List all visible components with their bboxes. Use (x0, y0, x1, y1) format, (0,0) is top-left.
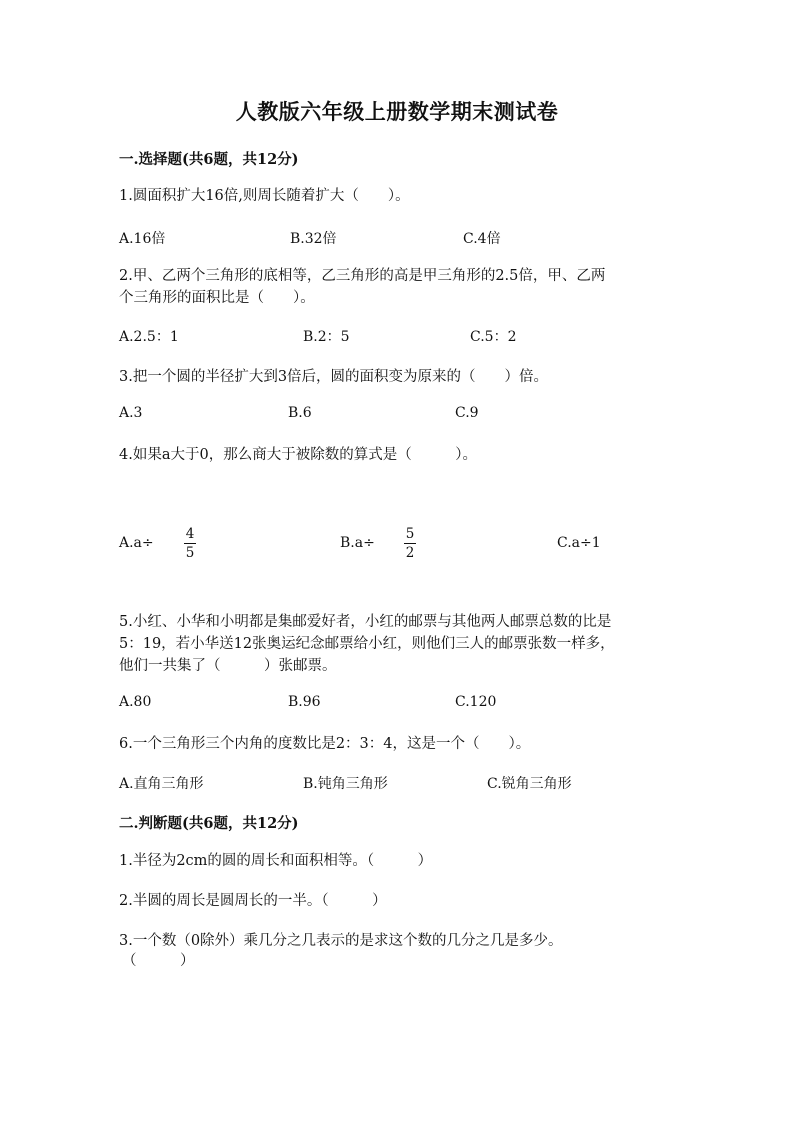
question-5-option-b: B.96 (288, 694, 321, 710)
question-4-option-c: C.a÷1 (557, 535, 601, 551)
fraction-numerator: 4 (185, 526, 195, 542)
question-1-option-b: B.32倍 (290, 231, 337, 247)
fraction-denominator: 5 (185, 545, 195, 561)
question-2-option-c: C.5：2 (470, 329, 517, 345)
question-5-option-c: C.120 (455, 694, 497, 710)
question-3-option-c: C.9 (455, 405, 479, 421)
question-4-option-b-prefix: B.a÷ (340, 535, 375, 551)
judgement-question-1: 1.半径为2cm的圆的周长和面积相等。（ ） (119, 853, 433, 869)
question-1-text: 1.圆面积扩大16倍,则周长随着扩大（ ）。 (119, 188, 410, 204)
fraction-bar (184, 543, 196, 544)
question-1-option-c: C.4倍 (463, 231, 501, 247)
question-6-option-b: B.钝角三角形 (303, 776, 388, 792)
question-6-text: 6.一个三角形三个内角的度数比是2：3：4，这是一个（ ）。 (119, 736, 531, 752)
judgement-question-3-line-1: 3.一个数（0除外）乘几分之几表示的是求这个数的几分之几是多少。 (119, 933, 563, 949)
section-heading-judgement: 二.判断题(共6题，共12分) (119, 815, 299, 832)
question-6-option-c: C.锐角三角形 (487, 776, 572, 792)
question-5-line-3: 他们一共集了（ ）张邮票。 (119, 658, 337, 674)
question-3-text: 3.把一个圆的半径扩大到3倍后，圆的面积变为原来的（ ）倍。 (119, 369, 549, 385)
judgement-question-3-line-2: （ ） (122, 953, 195, 969)
fraction-bar (404, 543, 416, 544)
question-5-line-1: 5.小红、小华和小明都是集邮爱好者，小红的邮票与其他两人邮票总数的比是 (119, 614, 612, 630)
fraction-denominator: 2 (405, 545, 415, 561)
question-2-option-b: B.2：5 (303, 329, 350, 345)
page-title: 人教版六年级上册数学期末测试卷 (235, 99, 559, 124)
question-2-option-a: A.2.5：1 (119, 329, 179, 345)
question-4-option-a-prefix: A.a÷ (119, 535, 154, 551)
question-3-option-a: A.3 (119, 405, 143, 421)
question-1-option-a: A.16倍 (119, 231, 166, 247)
question-2-line-1: 2.甲、乙两个三角形的底相等，乙三角形的高是甲三角形的2.5倍，甲、乙两 (119, 268, 606, 284)
question-5-line-2: 5：19，若小华送12张奥运纪念邮票给小红，则他们三人的邮票张数一样多， (119, 636, 615, 652)
question-2-line-2: 个三角形的面积比是（ ）。 (119, 290, 315, 306)
section-heading-choice: 一.选择题(共6题，共12分) (119, 151, 299, 168)
question-6-option-a: A.直角三角形 (119, 776, 204, 792)
question-4-option-b-fraction (402, 526, 418, 561)
question-3-option-b: B.6 (288, 405, 312, 421)
question-5-option-a: A.80 (119, 694, 152, 710)
question-4-text: 4.如果a大于0，那么商大于被除数的算式是（ ）。 (119, 447, 477, 463)
question-4-option-a-fraction (182, 526, 198, 561)
judgement-question-2: 2.半圆的周长是圆周长的一半。（ ） (119, 893, 387, 909)
fraction-numerator: 5 (405, 526, 415, 542)
